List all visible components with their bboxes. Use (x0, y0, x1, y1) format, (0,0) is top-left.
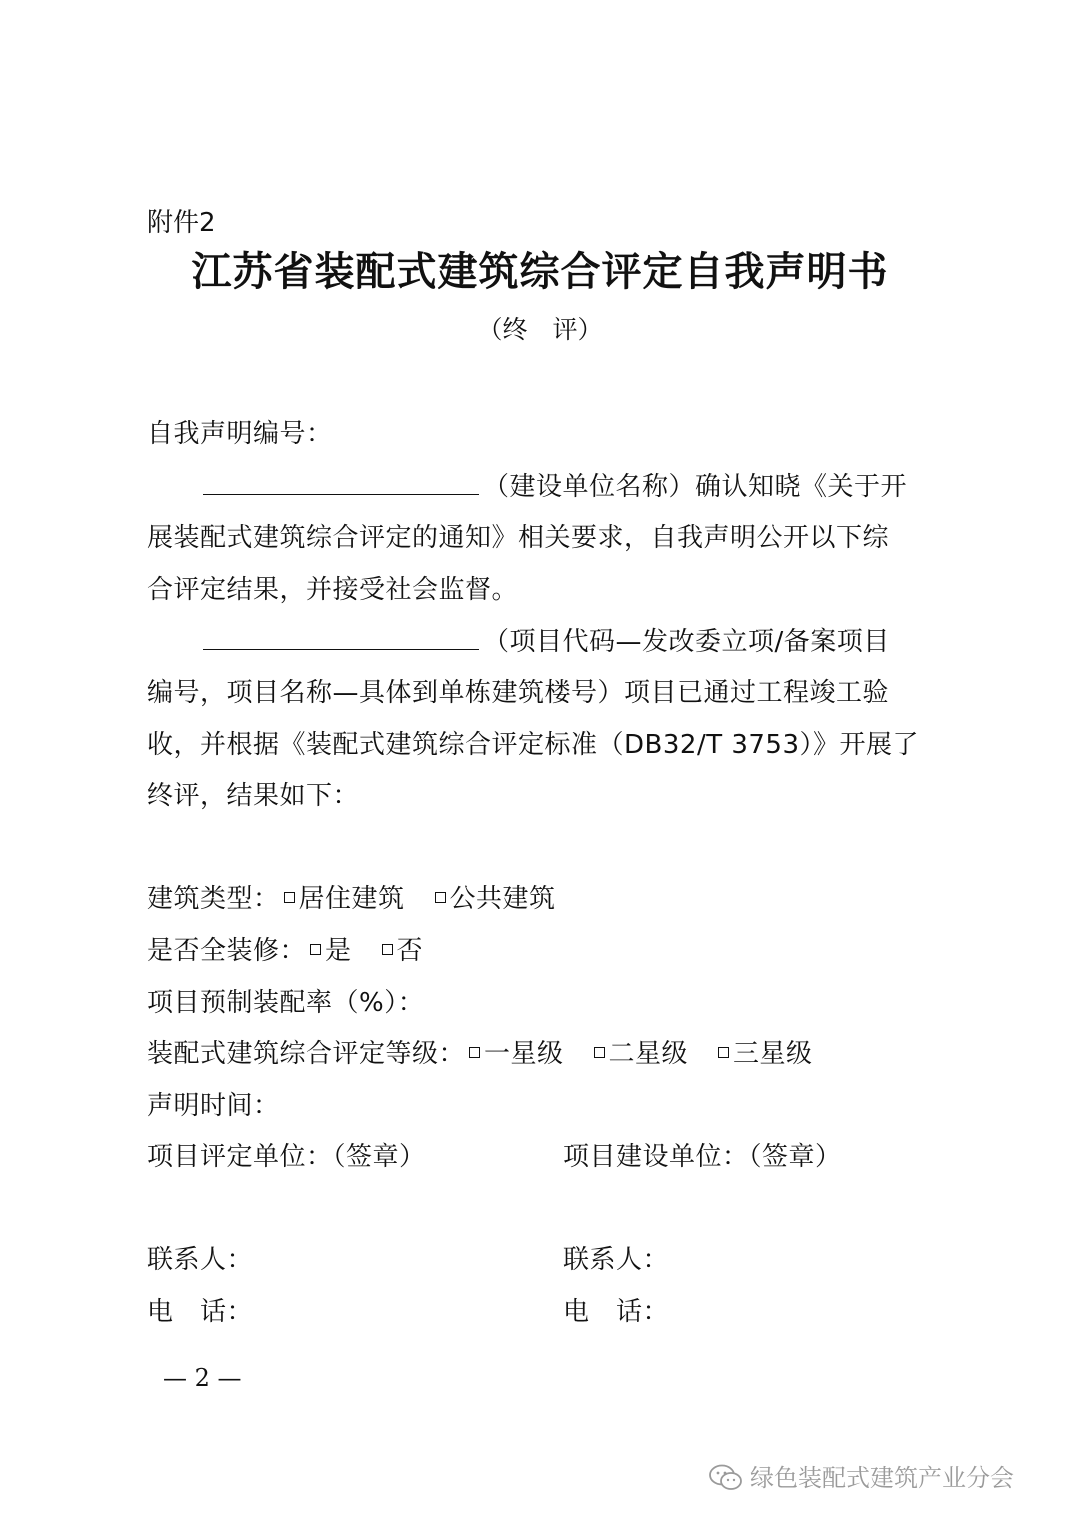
evaluator-unit-label: 项目评定单位：（签章） (147, 1142, 426, 1172)
grade-row (147, 1036, 813, 1072)
builder-unit-label: 项目建设单位：（签章） (563, 1142, 842, 1172)
para2-line3: 收，并根据《装配式建筑综合评定标准（DB32/T 3753）》开展了 (147, 730, 920, 760)
watermark (708, 1461, 1014, 1495)
para2-line2: 编号，项目名称—具体到单栋建筑楼号）项目已通过工程竣工验 (147, 678, 890, 708)
checkbox-no[interactable] (382, 944, 393, 955)
page-number: — 2 — (163, 1364, 242, 1392)
project-code-blank[interactable] (203, 623, 479, 650)
option-residential: 居住建筑 (298, 884, 405, 914)
option-yes: 是 (325, 936, 352, 966)
para1-line1-text: （建设单位名称）确认知晓《关于开 (483, 472, 908, 502)
wechat-icon (708, 1463, 744, 1493)
checkbox-one-star[interactable] (469, 1047, 480, 1058)
checkbox-residential[interactable] (284, 892, 295, 903)
para1-line1 (203, 468, 907, 505)
para2-line1-text: （项目代码—发改委立项/备案项目 (483, 627, 890, 657)
contact-right-label: 联系人： (563, 1245, 670, 1275)
option-two-star: 二星级 (608, 1039, 689, 1069)
declaration-number-label: 自我声明编号： (147, 419, 333, 449)
full-decoration-label: 是否全装修： (147, 936, 307, 966)
page-title: 江苏省装配式建筑综合评定自我声明书 (191, 248, 889, 295)
full-decoration-row (147, 933, 423, 969)
attachment-label: 附件2 (147, 208, 216, 238)
phone-right-label: 电 话： (563, 1297, 670, 1327)
contact-left-label: 联系人： (147, 1245, 254, 1275)
option-one-star: 一星级 (484, 1039, 564, 1069)
option-no: 否 (396, 936, 424, 966)
checkbox-two-star[interactable] (594, 1047, 605, 1058)
prefab-rate-label: 项目预制装配率（%）： (147, 988, 425, 1018)
building-type-row (147, 881, 556, 917)
checkbox-public[interactable] (435, 892, 446, 903)
watermark-text: 绿色装配式建筑产业分会 (750, 1464, 1014, 1492)
phone-left-label: 电 话： (147, 1297, 254, 1327)
para1-line2: 展装配式建筑综合评定的通知》相关要求，自我声明公开以下综 (147, 523, 890, 553)
checkbox-three-star[interactable] (718, 1047, 729, 1058)
grade-label: 装配式建筑综合评定等级： (147, 1039, 466, 1069)
option-public: 公共建筑 (449, 884, 556, 914)
checkbox-yes[interactable] (310, 944, 321, 955)
para1-line3: 合评定结果，并接受社会监督。 (147, 575, 519, 605)
builder-name-blank[interactable] (203, 468, 479, 495)
para2-line1 (203, 623, 890, 660)
building-type-label: 建筑类型： (147, 884, 280, 914)
para2-line4: 终评，结果如下： (147, 781, 360, 811)
declaration-time-label: 声明时间： (147, 1091, 280, 1121)
page-subtitle: （终 评） (477, 315, 603, 344)
option-three-star: 三星级 (733, 1039, 813, 1069)
